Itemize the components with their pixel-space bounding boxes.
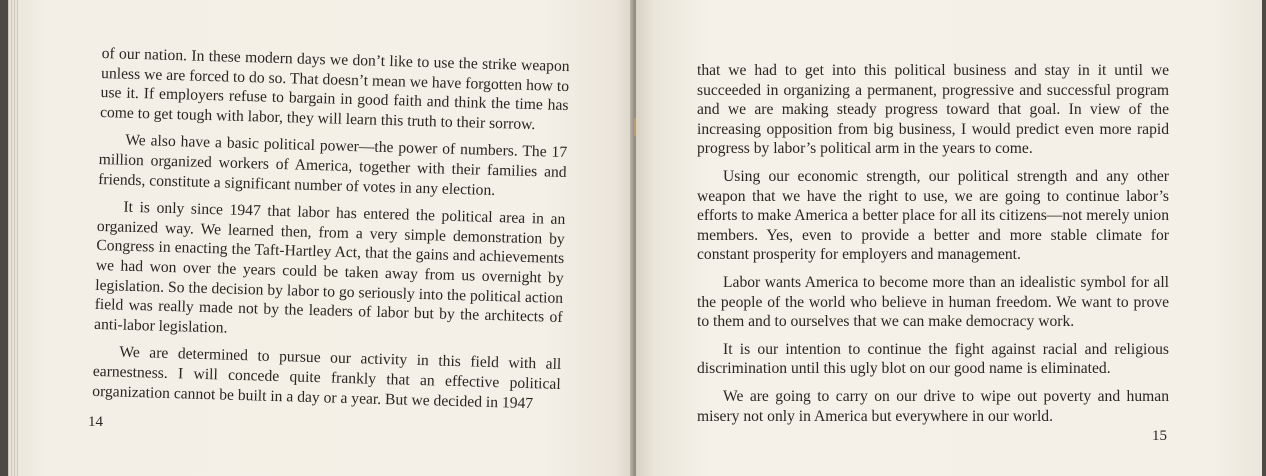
paragraph: Using our economic strength, our political strength and any other weapon that we have the right to use, we are going to continue labor’s efforts to make America a better place for all its citizens—not merely union members. Yes, even to provide a better and more stable climate for constant prosperity for employers and management. [697,167,1169,264]
paragraph: We also have a basic political power—the power of numbers. The 17 million organized workers of America, together with their families and friends, constitute a significant number of votes in any election. [97,132,568,199]
paragraph: that we had to get into this political business and stay in it until we succeeded in organizing a permanent, progressive and successful program and we are making steady progress toward that goal. In view of the increasing opposition from big business, I would predict even more rapid progress by labor’s political arm in the years to come. [697,62,1169,158]
paragraph: Labor wants America to become more than an idealistic symbol for all the people of the world who believe in human freedom. We want to prove to them and to ourselves that we can make democracy work. [697,273,1169,331]
page-number-right: 15 [1152,428,1167,444]
paragraph: We are going to carry on our drive to wipe out poverty and human misery not only in America but everywhere in our world. [697,387,1169,425]
paragraph: It is only since 1947 that labor has entered the political area in an organized way. We learned then, from a very simple demonstration by Congress in enacting the Taft-Hartley Act, that the gains and achievements we had won over the years could be taken away from us overnight by legislation. So the decision by labor to go seriously into the political action field was really made not by the leaders of labor but by the architects of anti-labor legislation. [93,198,566,337]
paragraph: We are determined to pursue our activity in this field with all earnestness. I will concede quite frankly that an effective political organization cannot be built in a day or a year. But we decided in 1947 [92,343,562,412]
page-number-left: 14 [88,414,103,430]
page-edges [8,0,18,476]
left-page-text [92,44,570,422]
right-page-text [697,61,1169,434]
paragraph: It is our intention to continue the fight against racial and religious discrimination until this ugly blot on our good name is eliminated. [697,340,1169,378]
paragraph: of our nation. In these modern days we don’t like to use the strike weapon unless we are forced to do so. That doesn’t mean we have forgotten how to use it. If employers refuse to bargain in good faith and think the time has come to get tough with labor, they will learn this truth to their sorrow. [99,44,570,133]
